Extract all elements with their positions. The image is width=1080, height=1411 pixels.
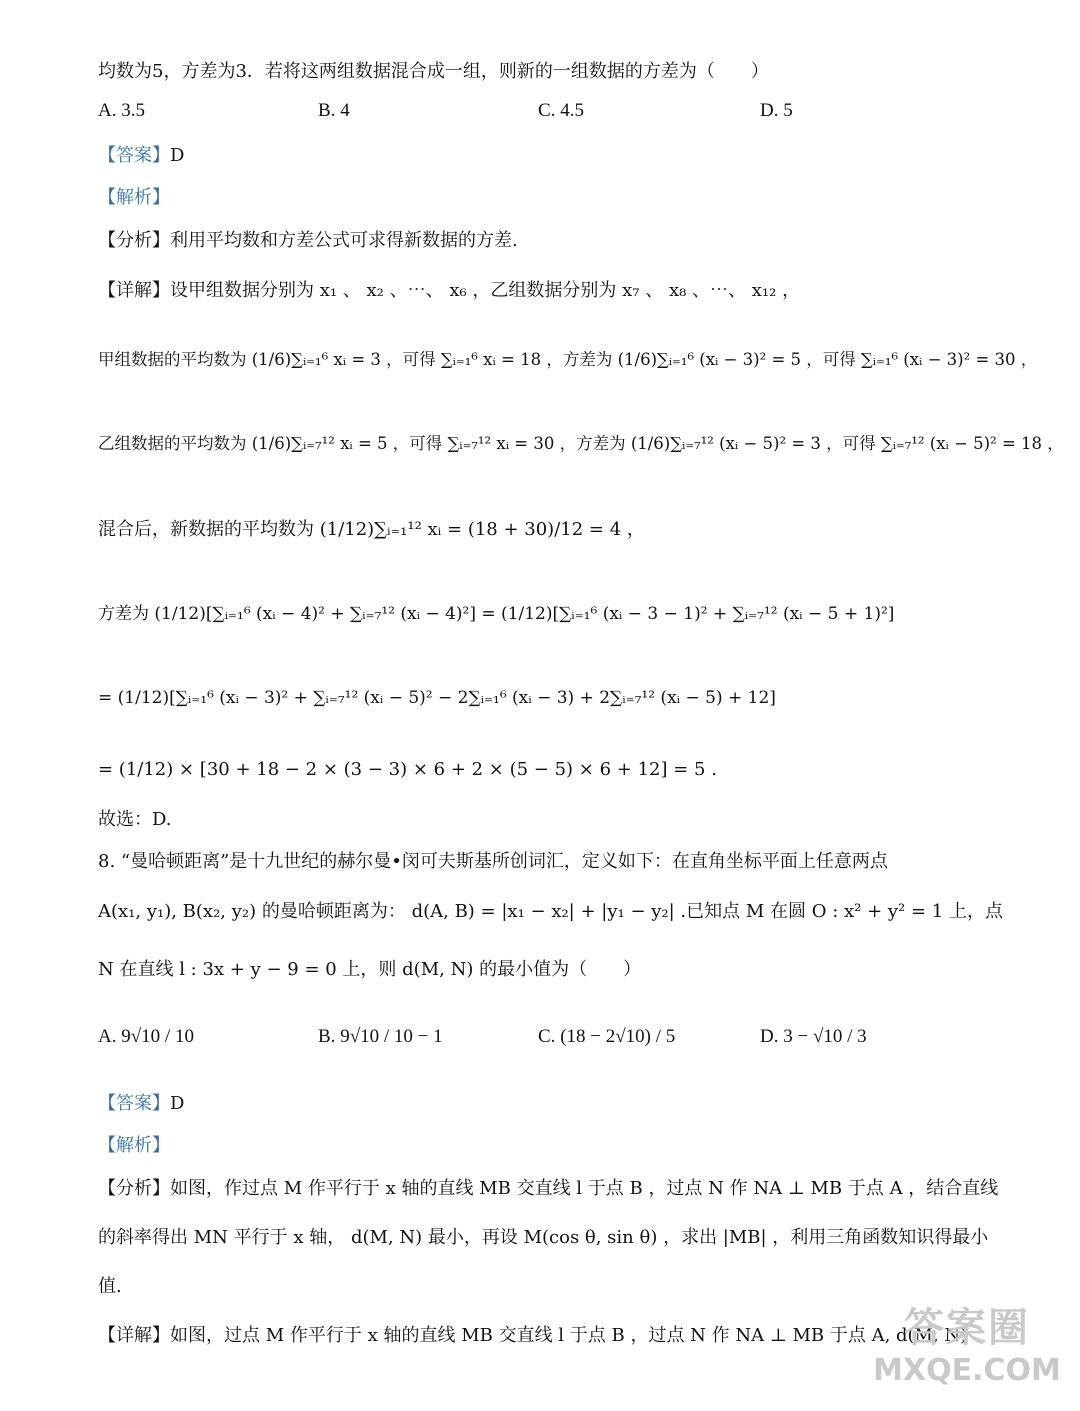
- q8-jiexi-label: 【解析】: [98, 1135, 170, 1156]
- watermark-logo: [872, 1303, 1062, 1403]
- q7-answer: 【答案】D: [98, 145, 185, 166]
- q7-option-b: B. 4: [318, 100, 350, 121]
- q8-analysis-line-1: 【分析】如图，作过点 M 作平行于 x 轴的直线 MB 交直线 l 于点 B ，过点 N 作 NA ⊥ MB 于点 A ，结合直线: [98, 1178, 999, 1199]
- q7-detail-line-1: 【详解】设甲组数据分别为 x₁ 、 x₂ 、⋯、 x₆ ，乙组数据分别为 x₇ 、 x₈ 、⋯、 x₁₂ ，: [98, 280, 801, 301]
- q7-option-a: A. 3.5: [98, 100, 145, 121]
- q8-option-b: B. 9√10 / 10 − 1: [318, 1026, 443, 1047]
- watermark-text-1: 答案圈: [904, 1305, 1030, 1351]
- watermark-text-2: MXQE.COM: [873, 1353, 1061, 1388]
- q7-option-d: D. 5: [760, 100, 793, 121]
- q8-answer: 【答案】D: [98, 1093, 185, 1114]
- q8-stem-line-3: N 在直线 l : 3x + y − 9 = 0 上，则 d(M, N) 的最小值为（ ）: [98, 959, 642, 980]
- q8-analysis-line-2: 的斜率得出 MN 平行于 x 轴， d(M, N) 最小，再设 M(cos θ, sin θ) ，求出 |MB| ，利用三角函数知识得最小: [98, 1227, 989, 1248]
- q7-analysis: 【分析】利用平均数和方差公式可求得新数据的方差.: [98, 230, 518, 251]
- q7-detail-line-6: = (1/12)[∑ᵢ₌₁⁶ (xᵢ − 3)² + ∑ᵢ₌₇¹² (xᵢ − 5)² − 2∑ᵢ₌₁⁶ (xᵢ − 3) + 2∑ᵢ₌₇¹² (xᵢ − 5) + 12]: [98, 688, 776, 708]
- q7-stem-tail: 均数为5，方差为3．若将这两组数据混合成一组，则新的一组数据的方差为（ ）: [98, 61, 769, 82]
- q8-option-d: D. 3 − √10 / 3: [760, 1026, 867, 1047]
- q7-detail-line-7: = (1/12) × [30 + 18 − 2 × (3 − 3) × 6 + 2 × (5 − 5) × 6 + 12] = 5 .: [98, 759, 717, 780]
- q8-option-a: A. 9√10 / 10: [98, 1026, 194, 1047]
- q8-stem-line-1: 8. “曼哈顿距离”是十九世纪的赫尔曼•闵可夫斯基所创词汇，定义如下：在直角坐标平面上任意两点: [98, 851, 888, 872]
- q7-detail-line-2: 甲组数据的平均数为 (1/6)∑ᵢ₌₁⁶ xᵢ = 3 ，可得 ∑ᵢ₌₁⁶ xᵢ = 18 ，方差为 (1/6)∑ᵢ₌₁⁶ (xᵢ − 3)² = 5 ，可得 ∑ᵢ₌₁⁶ (xᵢ − 3)² = 30 ，: [98, 350, 1038, 369]
- q7-detail-line-3: 乙组数据的平均数为 (1/6)∑ᵢ₌₇¹² xᵢ = 5 ，可得 ∑ᵢ₌₇¹² xᵢ = 30 ，方差为 (1/6)∑ᵢ₌₇¹² (xᵢ − 5)² = 3 ，可得 ∑ᵢ₌₇¹² (xᵢ − 5)² = 18 ，: [98, 434, 1064, 453]
- q7-jiexi-label: 【解析】: [98, 187, 170, 208]
- q7-detail-line-4: 混合后，新数据的平均数为 (1/12)∑ᵢ₌₁¹² xᵢ = (18 + 30)/12 = 4 ，: [98, 519, 645, 540]
- q8-stem-line-2: A(x₁, y₁), B(x₂, y₂) 的曼哈顿距离为： d(A, B) = |x₁ − x₂| + |y₁ − y₂| .已知点 M 在圆 O : x² + y² = 1 上，点: [98, 901, 1003, 922]
- q7-option-c: C. 4.5: [538, 100, 584, 121]
- q8-detail-line-1: 【详解】如图，过点 M 作平行于 x 轴的直线 MB 交直线 l 于点 B ，过点 N 作 NA ⊥ MB 于点 A, d(M, N): [98, 1325, 968, 1346]
- q7-choose: 故选：D.: [98, 809, 172, 830]
- q8-analysis-line-3: 值.: [98, 1276, 122, 1297]
- q8-option-c: C. (18 − 2√10) / 5: [538, 1026, 676, 1047]
- q7-detail-line-5: 方差为 (1/12)[∑ᵢ₌₁⁶ (xᵢ − 4)² + ∑ᵢ₌₇¹² (xᵢ − 4)²] = (1/12)[∑ᵢ₌₁⁶ (xᵢ − 3 − 1)² + ∑ᵢ₌₇¹² (xᵢ − 5 + 1)²]: [98, 604, 895, 624]
